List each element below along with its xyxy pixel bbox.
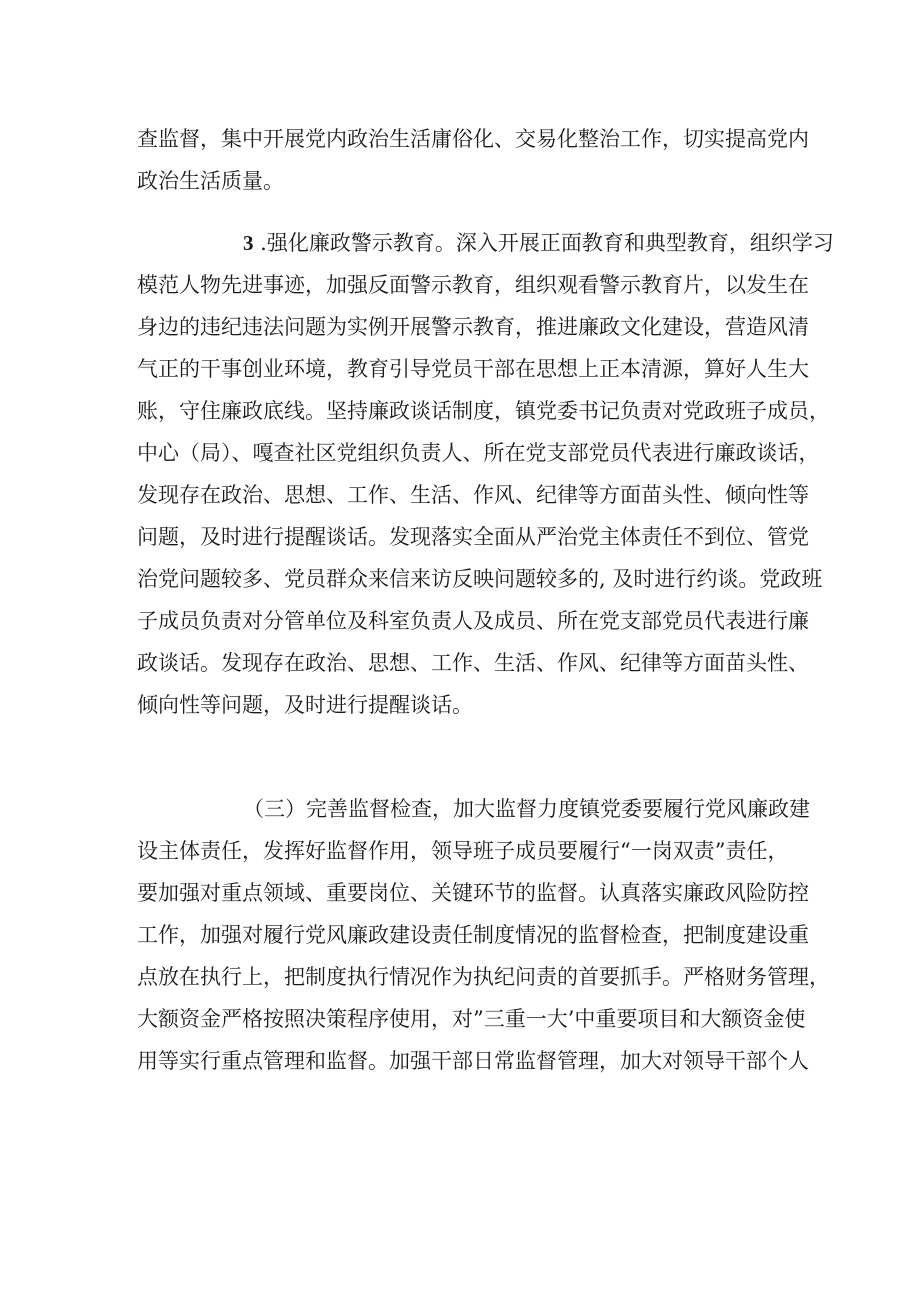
- paragraph-1-line-1: 查监督，集中开展党内政治生活庸俗化、交易化整治工作，切实提高党内: [137, 127, 809, 151]
- paragraph-2-line-9: 治党问题较多、党员群众来信来访反映问题较多的, 及时进行约谈。党政班: [137, 567, 823, 591]
- paragraph-3-line-1: （三）完善监督检查，加大监督力度镇党委要履行党风廉政建: [243, 797, 810, 821]
- paragraph-3-line-6: 大额资金严格按照决策程序使用，对”三重一大’中重要项目和大额资金使: [137, 1007, 806, 1031]
- paragraph-2-line-11: 政谈话。发现存在政治、思想、工作、生活、作风、纪律等方面苗头性、: [137, 651, 809, 675]
- paragraph-2-line-8: 问题，及时进行提醒谈话。发现落实全面从严治党主体责任不到位、管党: [137, 525, 809, 549]
- paragraph-3-line-2: 设主体责任，发挥好监督作用，领导班子成员要履行“一岗双责”责任，: [137, 839, 789, 863]
- paragraph-2-line-7: 发现存在政治、思想、工作、生活、作风、纪律等方面苗头性、倾向性等: [137, 483, 809, 507]
- paragraph-3-line-7: 用等实行重点管理和监督。加强干部日常监督管理，加大对领导干部个人: [137, 1049, 809, 1073]
- paragraph-2-line-1-text: .强化廉政警示教育。深入开展正面教育和典型教育，组织学习: [253, 231, 834, 255]
- paragraph-2-line-10: 子成员负责对分管单位及科室负责人及成员、所在党支部党员代表进行廉: [137, 609, 809, 633]
- paragraph-2-line-2: 模范人物先进事迹，加强反面警示教育，组织观看警示教育片，以发生在: [137, 273, 809, 297]
- paragraph-2-line-5: 账，守住廉政底线。坚持廉政谈话制度，镇党委书记负责对党政班子成员，: [137, 399, 830, 423]
- paragraph-2-line-4: 气正的干事创业环境，教育引导党员干部在思想上正本清源，算好人生大: [137, 357, 809, 381]
- paragraph-2-line-1: [243, 226, 834, 260]
- paragraph-2-line-6: 中心（局）、嘎查社区党组织负责人、所在党支部党员代表进行廉政谈话，: [137, 441, 820, 465]
- section-number: 3: [243, 231, 254, 255]
- paragraph-3-line-4: 工作，加强对履行党风廉政建设责任制度情况的监督检查，把制度建设重: [137, 923, 809, 947]
- paragraph-3-line-5: 点放在执行上，把制度执行情况作为执纪问责的首要抓手。严格财务管理，: [137, 965, 830, 989]
- paragraph-2-line-3: 身边的违纪违法问题为实例开展警示教育，推进廉政文化建设，营造风清: [137, 315, 809, 339]
- paragraph-1-line-2: 政治生活质量。: [137, 169, 284, 193]
- paragraph-3-line-3: 要加强对重点领域、重要岗位、关键环节的监督。认真落实廉政风险防控: [137, 881, 809, 905]
- paragraph-2-line-12: 倾向性等问题，及时进行提醒谈话。: [137, 693, 473, 717]
